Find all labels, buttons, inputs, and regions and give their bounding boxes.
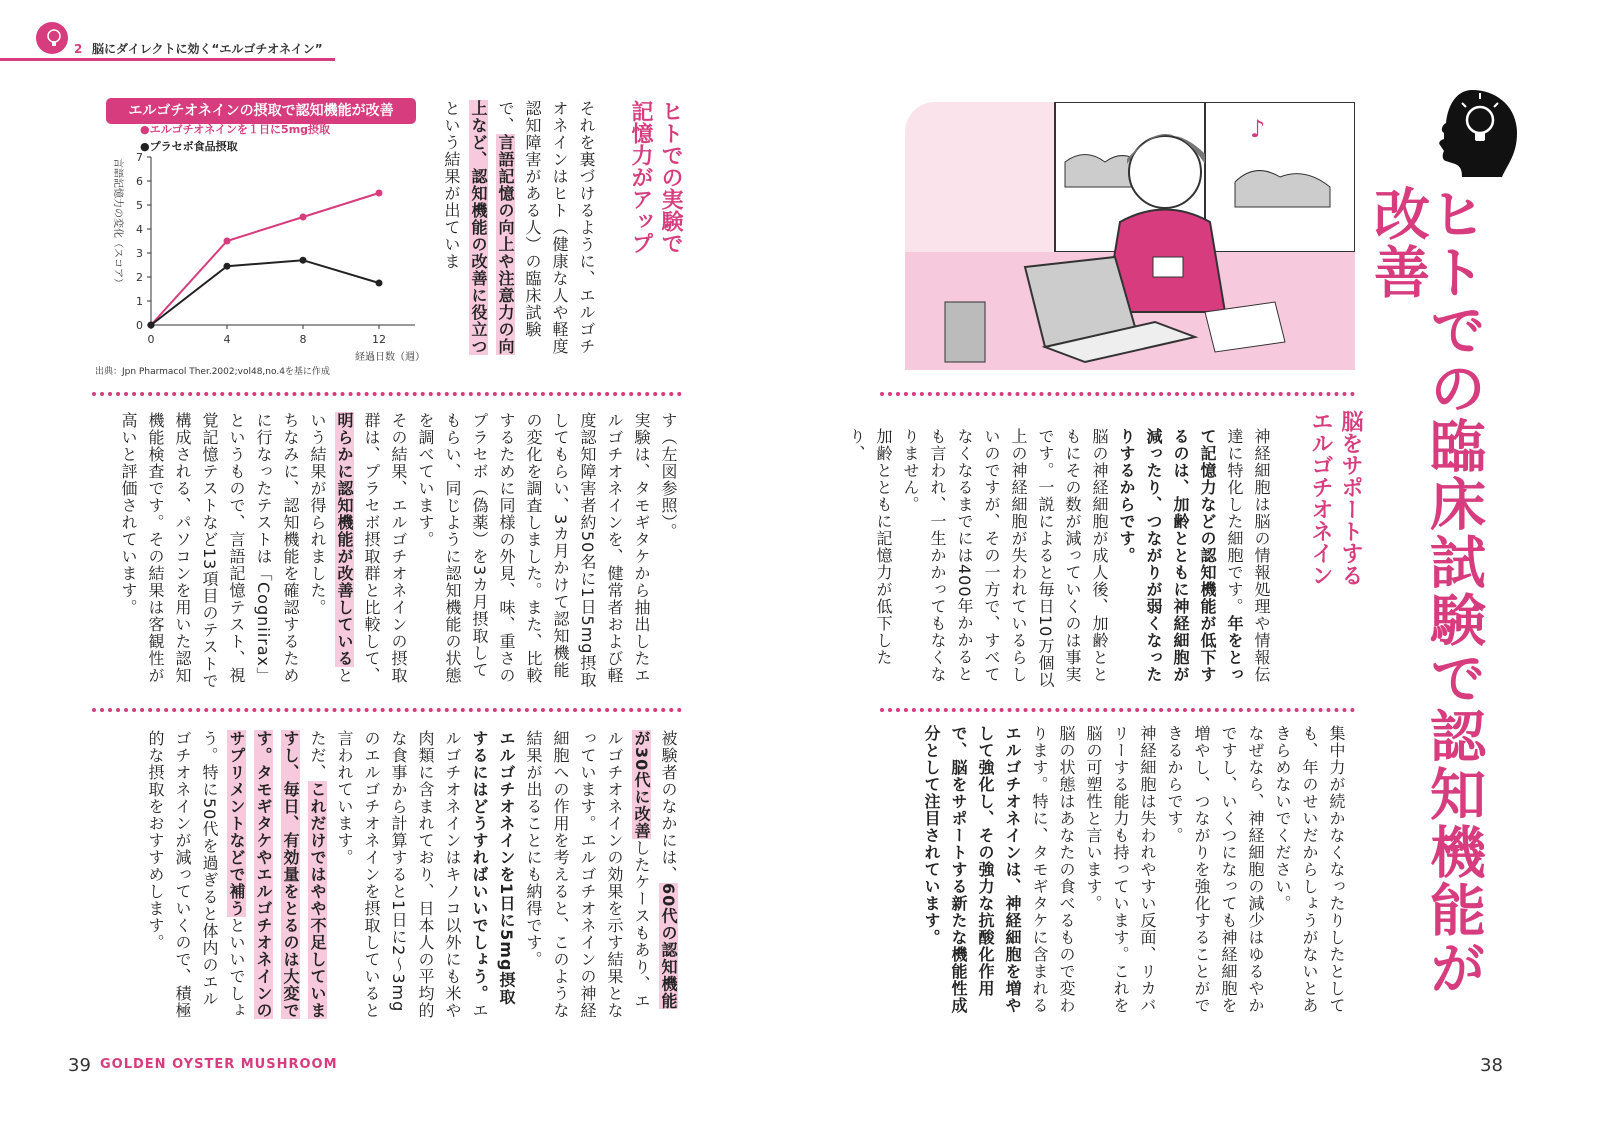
y-tick-label: 2 bbox=[136, 271, 143, 284]
data-point bbox=[224, 263, 231, 270]
text-left-mid-p3a: その結果、エルゴチオネインの摂取群は、プラセボ摂取群と比較して、 bbox=[362, 412, 408, 684]
page-number-right: 38 bbox=[1480, 1055, 1503, 1076]
text-left-top-p1b: という結果が出ていま bbox=[442, 100, 461, 270]
text-right-top-p1a: 神経細胞は脳の情報処理や情報伝達に特化した細胞です。 bbox=[1225, 428, 1271, 683]
subheading-brain-support: 脳をサポートするエルゴチオネイン bbox=[1308, 410, 1363, 586]
text-block-right-top bbox=[847, 428, 1275, 693]
text-right-bot-p4a: 脳の状態はあなたの食べるもので変わります。特に、タモギタケに含まれる bbox=[1030, 725, 1076, 1014]
text-left-bot-p3b: といいでしょう。特に50代を過ぎると体内のエルゴチオネインが減っていくので、積極的な摂取をおすすめします。 bbox=[146, 730, 246, 1019]
data-point bbox=[376, 280, 383, 287]
text-left-bot-p2a: エルゴチオネインを1日に5mg摂取するにはどうすればいいでしょう。 bbox=[470, 730, 516, 1006]
text-left-mid-p1: す（左図参照）。 bbox=[659, 412, 678, 540]
y-tick-label: 1 bbox=[136, 295, 143, 308]
chapter-title: 脳にダイレクトに効く“エルゴチオネイン” bbox=[92, 42, 323, 56]
text-block-left-top bbox=[442, 100, 600, 365]
data-point bbox=[224, 238, 231, 245]
header-rule bbox=[0, 58, 335, 61]
chart-series bbox=[148, 190, 383, 329]
page-title: ヒトでの臨床試験で認知機能が改善 bbox=[1365, 185, 1486, 997]
legend-entry: ●プラセボ食品摂取 bbox=[140, 140, 238, 153]
head-lightbulb-icon bbox=[30, 20, 70, 60]
x-tick-label: 0 bbox=[147, 333, 155, 346]
y-tick-label: 7 bbox=[136, 151, 143, 164]
y-tick-label: 5 bbox=[136, 199, 143, 212]
data-point bbox=[376, 190, 383, 197]
text-block-left-bottom bbox=[92, 730, 682, 1020]
text-left-bot-p3a: ただ、 bbox=[308, 730, 327, 781]
data-point bbox=[300, 214, 307, 221]
svg-text:♪: ♪ bbox=[1250, 115, 1266, 143]
y-tick-label: 6 bbox=[136, 175, 143, 188]
text-left-bot-p1b: したケースもあり、エルゴチオネインの効果を示す結果となっています。エルゴチオネインの神経細胞への作用を考えると、このような結果が出ることにも納得です。 bbox=[524, 730, 651, 1019]
text-right-bot-p1: 集中力が続かなくなったりしたとしても、年のせいだからしょうがないとあきらめないでください。 bbox=[1273, 725, 1346, 1014]
text-right-bot-p3: 神経細胞は失われやすい反面、リカバリーする能力も持っています。これを脳の可塑性と言います。 bbox=[1084, 725, 1157, 1014]
y-tick-label: 4 bbox=[136, 223, 143, 236]
text-left-bot-p2b: エルゴチオネインはキノコ以外にも米や肉類に含まれており、日本人の平均的な食事から計算すると1日に2〜3mgのエルゴチオネインを摂取していると言われています。 bbox=[335, 730, 489, 1019]
text-block-left-middle bbox=[92, 412, 682, 692]
section-divider bbox=[880, 392, 1355, 396]
text-left-bot-highlight-2: これだけではやや不足していますし、毎日、有効量をとるのは大変です。タモギタケやエルゴチオネインのサプリメントなどで補う bbox=[227, 730, 327, 1019]
text-block-right-bottom bbox=[880, 725, 1350, 1015]
y-tick-label: 3 bbox=[136, 247, 143, 260]
text-left-bot-p1a: 被験者のなかには、 bbox=[659, 730, 678, 883]
text-right-top-p2: 脳の神経細胞が成人後、加齢とともにその数が減っていくのは事実です。一説によると毎日10万個以上の神経細胞が失われているらしいのですが、その一方で、すべてなくなるまでには400年かかるとも言われ、一生かかってもなくなりません。 bbox=[901, 428, 1109, 689]
footer-brand: GOLDEN OYSTER MUSHROOM bbox=[100, 1057, 338, 1072]
chart-title: エルゴチオネインの摂取で認知機能が改善 bbox=[106, 98, 416, 124]
data-point bbox=[300, 257, 307, 264]
section-divider bbox=[92, 708, 682, 712]
line-chart bbox=[85, 120, 455, 382]
y-axis-label: 言語記憶力の変化（スコア） bbox=[112, 158, 123, 288]
legend-entry: ●エルゴチオネインを１日に5mg摂取 bbox=[140, 123, 331, 136]
series-line bbox=[151, 193, 379, 325]
page-number-left: 39 bbox=[68, 1055, 91, 1076]
text-left-mid-p2: 実験は、タモギタケから抽出したエルゴチオネインを、健常者および軽度認知障害者約50名に1日5mg摂取してもらい、3カ月かけて認知機能の変化を調査しました。また、比較するために同様の外見、味、重さのプラセボ（偽薬）を3カ月摂取してもらい、同じように認知機能の状態を調べています。 bbox=[416, 412, 651, 689]
section-divider bbox=[880, 708, 1355, 712]
series-line bbox=[151, 260, 379, 325]
chapter-number: 2 bbox=[74, 42, 83, 56]
text-left-top-highlight: 言語記憶の向上や注意力の向上など、認知機能の改善に役立つ bbox=[469, 100, 515, 355]
data-point bbox=[148, 322, 155, 329]
text-right-top-p3: 加齢とともに記憶力が低下したり、 bbox=[847, 428, 893, 666]
subheading-memory: ヒトでの実験で記憶力がアップ bbox=[628, 100, 683, 254]
chart-legend bbox=[140, 122, 331, 153]
text-left-mid-p3b: という結果が得られました。 bbox=[308, 412, 354, 684]
text-right-bot-p2: なぜなら、神経細胞の減少はゆるやかですし、いくつになっても神経細胞を増やし、つながりを強化することができるからです。 bbox=[1165, 725, 1265, 1014]
chart-source: 出典：Jpn Pharmacol Ther.2002;vol48,no.4を基に作成 bbox=[95, 367, 330, 377]
y-tick-label: 0 bbox=[136, 319, 143, 332]
text-left-bot-highlight-1: 60代の認知機能が30代に改善 bbox=[632, 730, 678, 1010]
head-silhouette-lightbulb-icon bbox=[1432, 85, 1522, 180]
text-left-mid-highlight: 明らかに認知機能が改善している bbox=[335, 412, 354, 667]
x-tick-label: 4 bbox=[223, 333, 231, 346]
text-left-top-p1a: それを裏づけるように、エルゴチオネインはヒト（健康な人や軽度認知障害がある人）の臨床試験で、 bbox=[496, 100, 596, 355]
woman-at-laptop-illustration bbox=[905, 102, 1355, 370]
text-right-top-p1b: 年をとって記憶力などの認知機能が低下するのは、加齢とともに神経細胞が減ったり、つながりが弱くなったりするからです。 bbox=[1117, 428, 1244, 683]
x-tick-label: 12 bbox=[372, 333, 386, 346]
x-tick-label: 8 bbox=[299, 333, 307, 346]
section-divider bbox=[92, 392, 682, 396]
text-right-bot-p4b: エルゴチオネインは、神経細胞を増やして強化し、その強力な抗酸化作用で、脳をサポートする新たな機能性成分として注目されています。 bbox=[922, 725, 1022, 1014]
text-left-mid-p4: ちなみに、認知機能を確認するために行なったテストは「Cogniirax」というもので、言語記憶テスト、視覚記憶テストなど13項目のテストで構成される、パソコンを用いた認知機能検査です。その結果は客観性が高いと評価されています。 bbox=[119, 412, 300, 690]
x-axis-label: 経過日数（週） bbox=[355, 352, 425, 363]
